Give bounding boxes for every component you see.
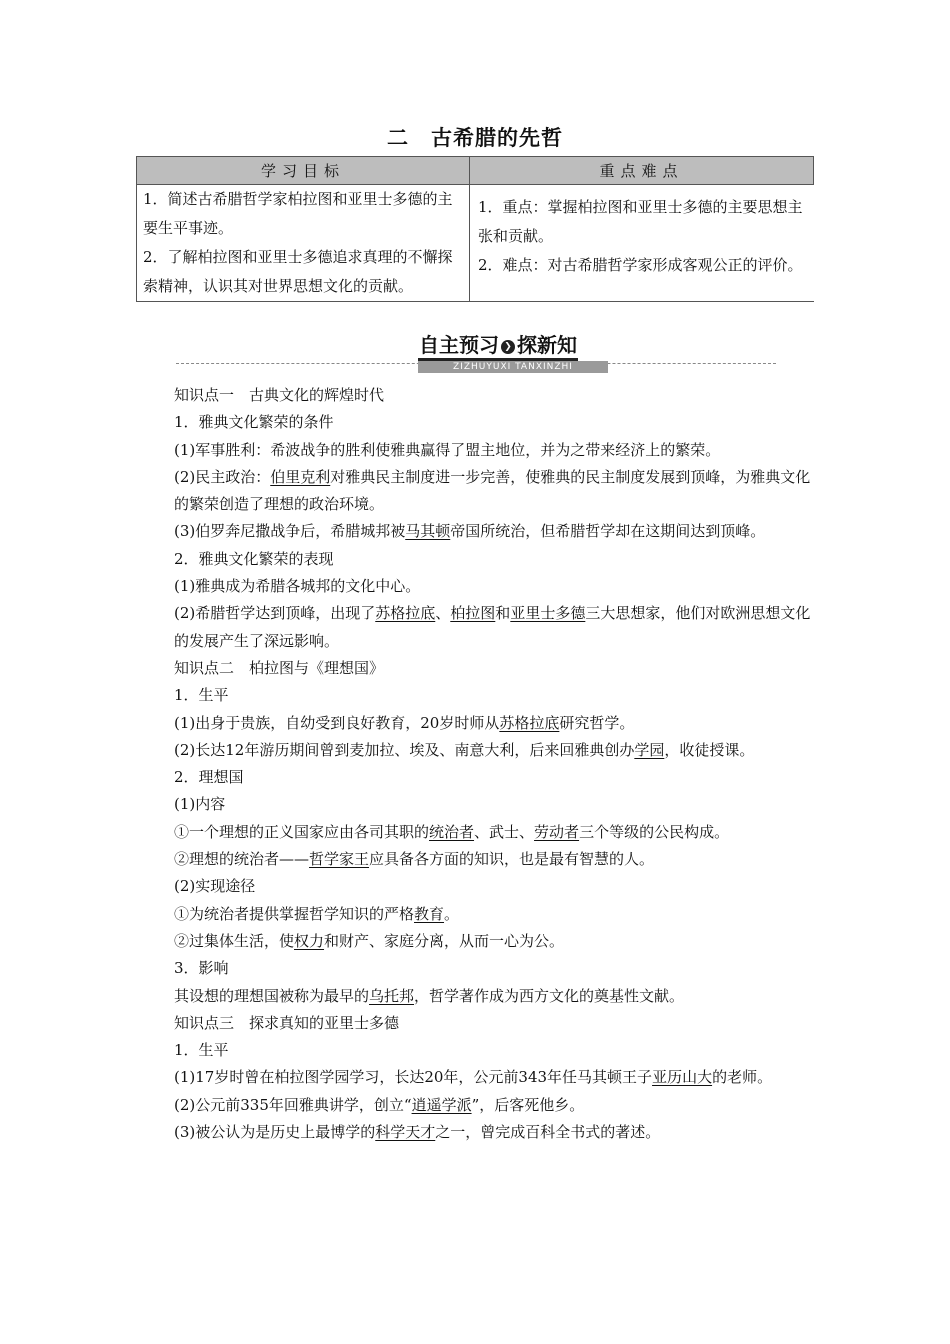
content-paragraph: 知识点二 柏拉图与《理想国》 <box>174 658 385 677</box>
lesson-number: 二 <box>387 126 409 150</box>
underlined-answer: 哲学家王 <box>309 850 370 869</box>
content-paragraph: 3．影响 <box>174 959 229 978</box>
underlined-answer: 马其顿 <box>405 522 451 541</box>
underlined-answer: 教育 <box>414 904 445 923</box>
content-paragraph: (1)雅典成为希腊各城邦的文化中心。 <box>174 577 421 596</box>
goal-item: 1．简述古希腊哲学家柏拉图和亚里士多德的主要生平事迹。 <box>143 190 453 237</box>
content-paragraph: (1)军事胜利：希波战争的胜利使雅典赢得了盟主地位，并为之带来经济上的繁荣。 <box>174 440 721 459</box>
content-paragraph: 知识点三 探求真知的亚里士多德 <box>174 1013 400 1032</box>
content-paragraph: ①一个理想的正义国家应由各司其职的统治者、武士、劳动者三个等级的公民构成。 <box>174 822 730 841</box>
underlined-answer: 苏格拉底 <box>375 604 436 623</box>
underlined-answer: 逍遥学派 <box>411 1095 472 1114</box>
underlined-answer: 苏格拉底 <box>499 713 560 732</box>
underlined-answer: 亚里士多德 <box>510 604 586 623</box>
content-paragraph: (3)被公认为是历史上最博学的科学天才之一，曾完成百科全书式的著述。 <box>174 1123 661 1142</box>
content-paragraph: 其设想的理想国被称为最早的乌托邦，哲学著作成为西方文化的奠基性文献。 <box>174 986 685 1005</box>
objectives-table <box>136 156 814 302</box>
banner-label <box>418 332 578 361</box>
content-paragraph: ①为统治者提供掌握哲学知识的严格教育。 <box>174 904 460 923</box>
banner-right-text: 探新知 <box>517 333 577 357</box>
underlined-answer: 学园 <box>634 740 665 759</box>
content-paragraph: 2．理想国 <box>174 768 244 787</box>
content-paragraph: 2．雅典文化繁荣的表现 <box>174 549 334 568</box>
content-paragraph: (2)长达12年游历期间曾到麦加拉、埃及、南意大利，后来回雅典创办学园，收徒授课。 <box>174 740 755 759</box>
key-item: 1．重点：掌握柏拉图和亚里士多德的主要思想主张和贡献。 <box>478 198 803 245</box>
underlined-answer: 乌托邦 <box>369 986 415 1005</box>
banner-pinyin: ZIZHUYUXI TANXINZHI <box>418 361 608 373</box>
content-paragraph: (1)出身于贵族，自幼受到良好教育，20岁时师从苏格拉底研究哲学。 <box>174 713 635 732</box>
content-paragraph: (2)实现途径 <box>174 877 256 896</box>
page-title <box>0 122 950 152</box>
section-banner <box>176 332 776 374</box>
key-item: 2．难点：对古希腊哲学家形成客观公正的评价。 <box>478 256 803 274</box>
underlined-answer: 劳动者 <box>534 822 580 841</box>
content-paragraph: (1)内容 <box>174 795 226 814</box>
goals-header: 学习目标 <box>137 157 470 185</box>
content-paragraph: ②过集体生活，使权力和财产、家庭分离，从而一心为公。 <box>174 931 565 950</box>
content-paragraph: (2)公元前335年回雅典讲学，创立“逍遥学派”，后客死他乡。 <box>174 1095 585 1114</box>
content-paragraph: (1)17岁时曾在柏拉图学园学习，长达20年，公元前343年任马其顿王子亚历山大的老师。 <box>174 1068 773 1087</box>
content-paragraph: 知识点一 古典文化的辉煌时代 <box>174 386 385 404</box>
goal-item: 2．了解柏拉图和亚里士多德追求真理的不懈探索精神，认识其对世界思想文化的贡献。 <box>143 248 453 295</box>
underlined-answer: 统治者 <box>429 822 475 841</box>
underlined-answer: 柏拉图 <box>450 604 496 623</box>
banner-left-text: 自主预习 <box>419 333 499 357</box>
content-paragraph: (2)民主政治：伯里克利对雅典民主制度进一步完善，使雅典的民主制度发展到顶峰，为雅典文化的繁荣创造了理想的政治环境。 <box>174 467 811 514</box>
content-paragraph: (2)希腊哲学达到顶峰，出现了苏格拉底、柏拉图和亚里士多德三大思想家，他们对欧洲思想文化的发展产生了深远影响。 <box>174 604 811 650</box>
underlined-answer: 科学天才 <box>375 1123 436 1142</box>
goals-cell <box>137 185 470 302</box>
content-paragraph: 1．生平 <box>174 686 229 705</box>
content-paragraph: (3)伯罗奔尼撒战争后，希腊城邦被马其顿帝国所统治，但希腊哲学却在这期间达到顶峰。 <box>174 522 766 541</box>
underlined-answer: 亚历山大 <box>652 1068 713 1087</box>
chevron-right-icon: ❯ <box>501 340 515 354</box>
underlined-answer: 伯里克利 <box>270 467 331 486</box>
lesson-title: 古希腊的先哲 <box>431 126 563 150</box>
content-paragraph: 1．生平 <box>174 1041 229 1060</box>
content-paragraph: ②理想的统治者——哲学家王应具备各方面的知识，也是最有智慧的人。 <box>174 850 655 869</box>
underlined-answer: 权力 <box>294 931 325 950</box>
keys-cell <box>470 185 814 302</box>
knowledge-content <box>136 382 822 1146</box>
content-paragraph: 1．雅典文化繁荣的条件 <box>174 413 334 432</box>
keys-header: 重点难点 <box>470 157 814 185</box>
